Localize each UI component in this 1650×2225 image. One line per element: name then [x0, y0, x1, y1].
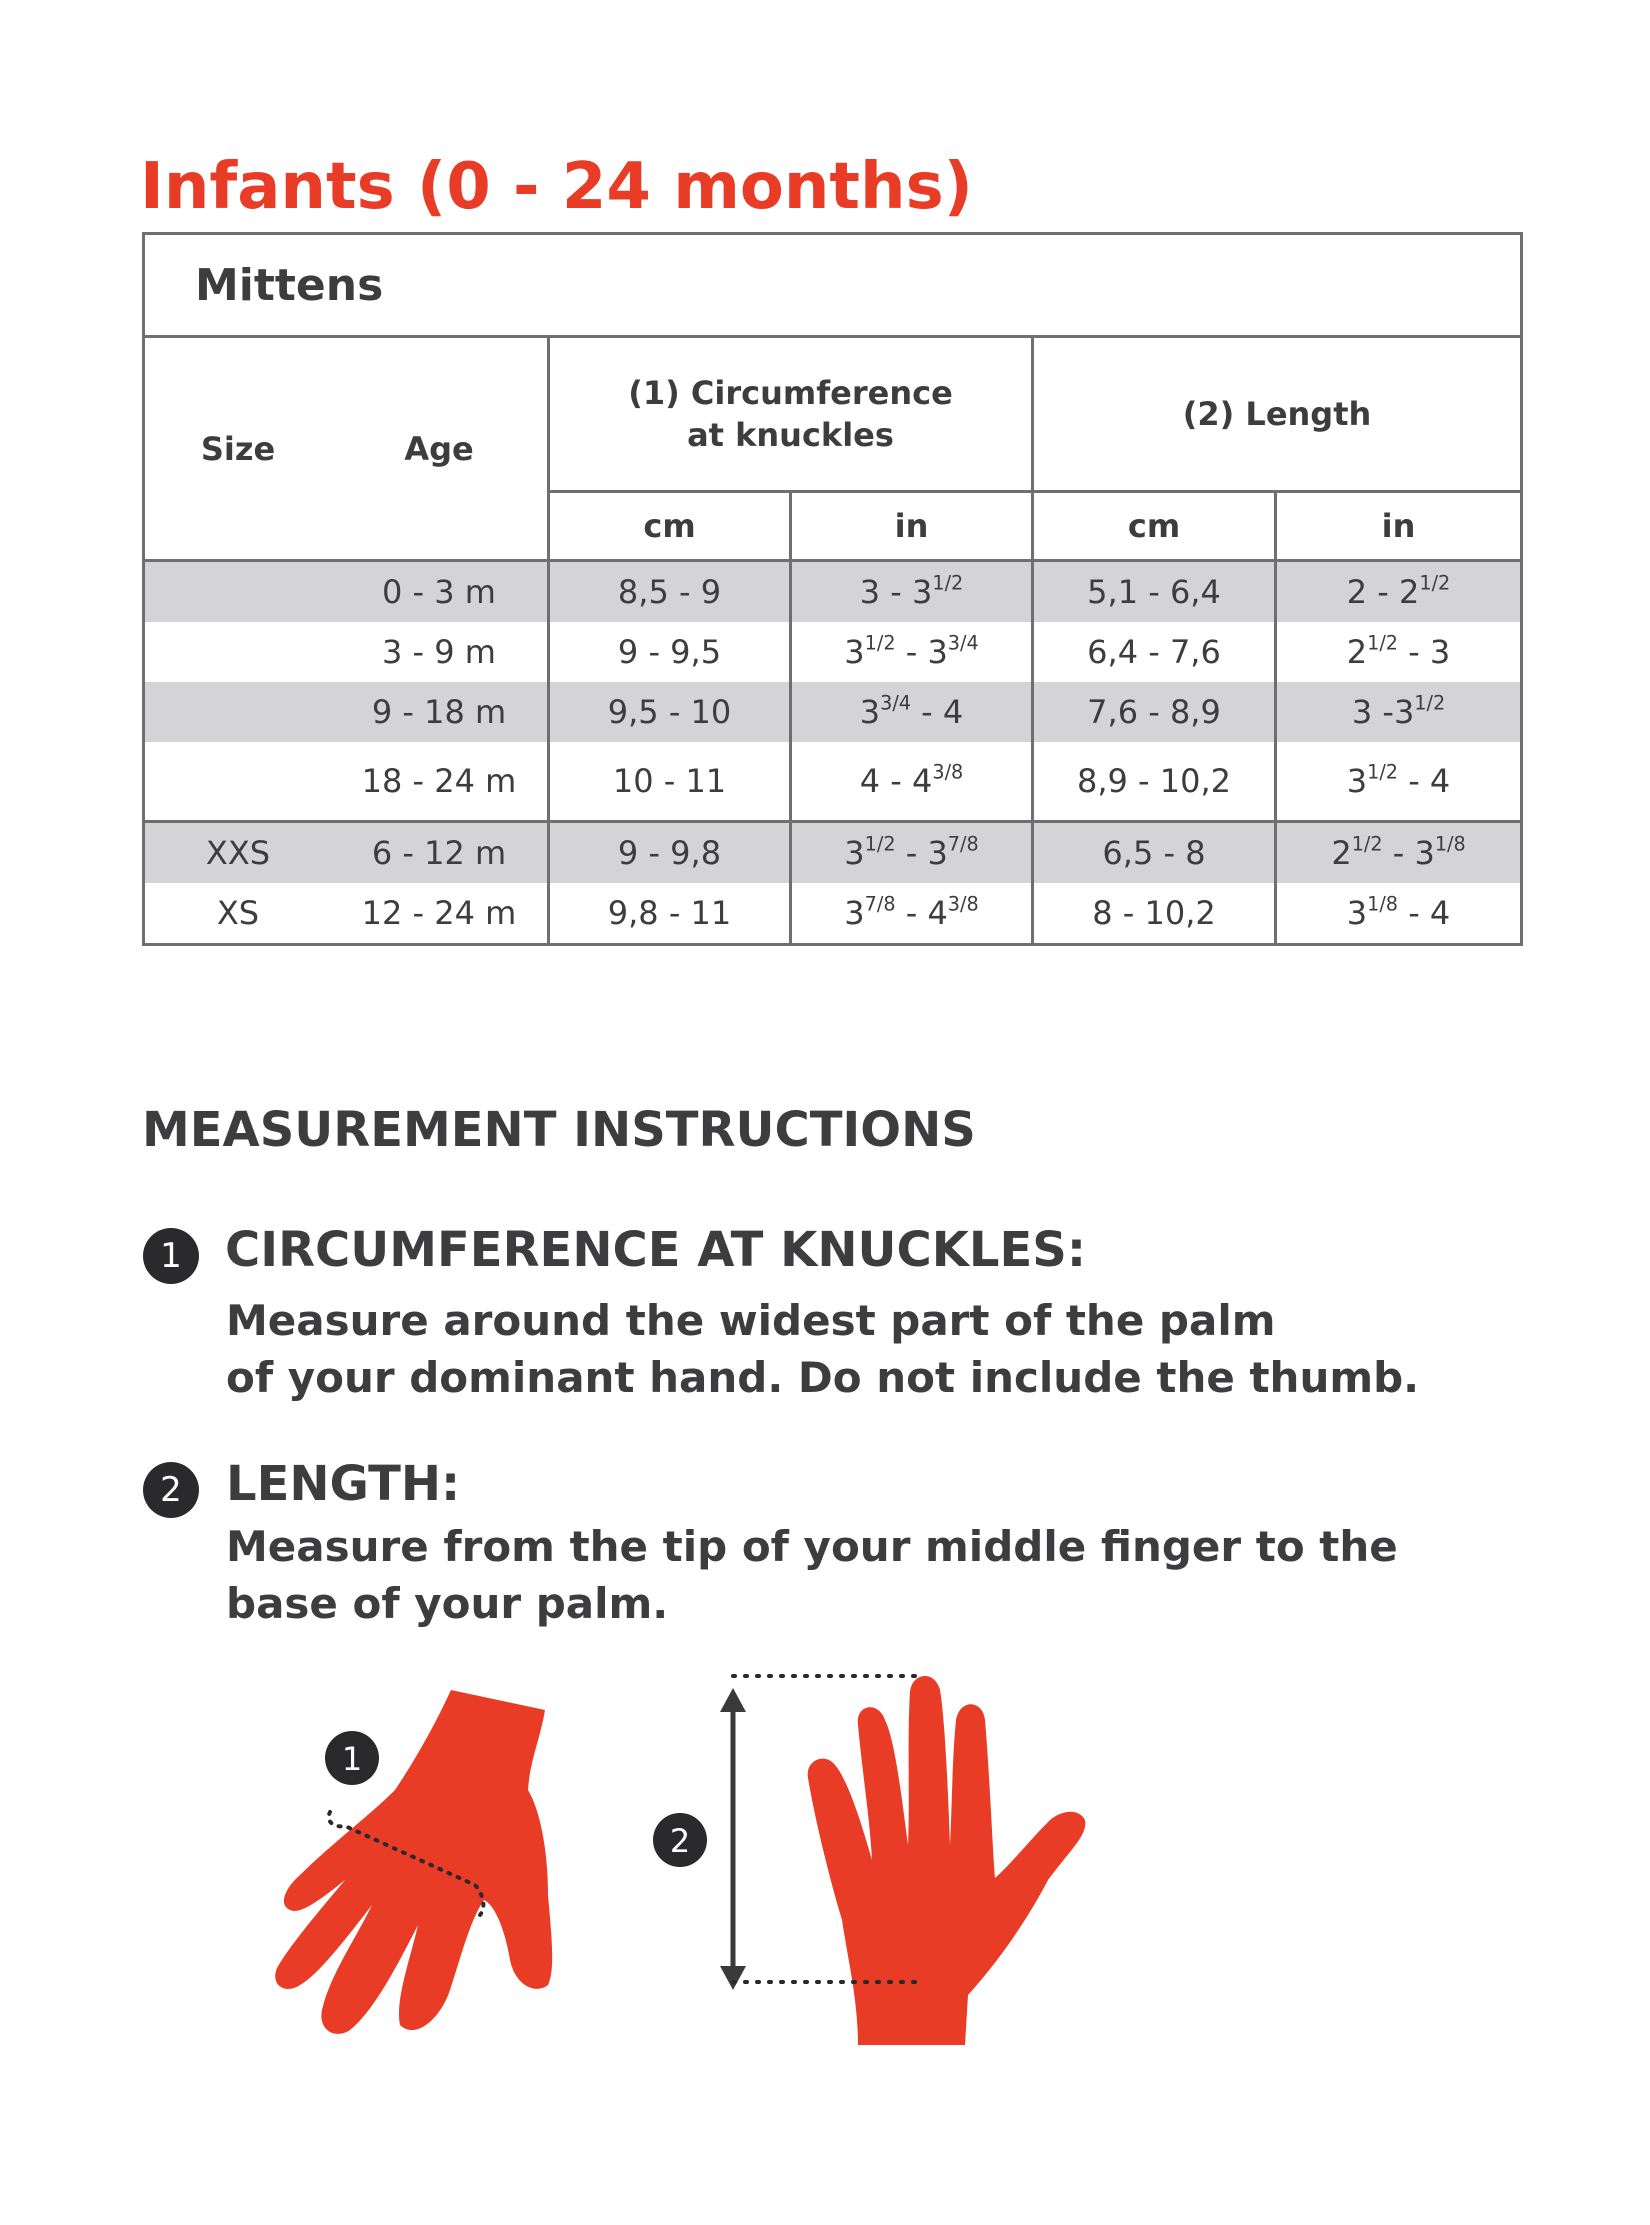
in-value-part: - 3	[895, 633, 948, 671]
age-header: Age	[404, 429, 474, 468]
len-cm-cell: 6,4 - 7,6	[1033, 622, 1276, 682]
instructions-heading: MEASUREMENT INSTRUCTIONS	[142, 1102, 976, 1158]
in-value-part: - 4	[911, 693, 964, 731]
len-cm-cell: 6,5 - 8	[1033, 822, 1276, 884]
in-value-part: 3	[844, 894, 865, 932]
age-cell: 6 - 12 m	[371, 834, 507, 872]
step-2-line-1: Measure from the tip of your middle finger to the	[226, 1522, 1398, 1571]
circ-cm-cell: 9,8 - 11	[549, 883, 791, 945]
length-arrow-up-icon	[720, 1688, 746, 1712]
circ-cm-cell: 9 - 9,5	[549, 622, 791, 682]
step-1-badge: 1	[143, 1228, 199, 1284]
len-cm-header: cm	[1033, 492, 1276, 561]
circ-cm-cell: 10 - 11	[549, 742, 791, 822]
in-value-part: - 4	[1398, 762, 1451, 800]
in-value-part: 1/2	[1367, 760, 1399, 784]
marker-1-icon	[325, 1731, 379, 1785]
marker-2-label: 2	[669, 1822, 691, 1860]
len-cm-cell: 5,1 - 6,4	[1033, 561, 1276, 623]
in-value-part: 3	[1346, 762, 1368, 800]
in-value-part: - 4	[1398, 894, 1451, 932]
in-value-part: 1/2	[864, 832, 896, 856]
in-value-part: 1/2	[932, 571, 964, 595]
in-value-part: 3/4	[947, 631, 979, 655]
len-cm-cell: 8 - 10,2	[1033, 883, 1276, 945]
age-cell: 12 - 24 m	[361, 894, 517, 932]
in-value-part: 1/2	[864, 631, 896, 655]
in-value-part: 2 - 2	[1346, 573, 1420, 611]
step-2-line-2: base of your palm.	[226, 1579, 669, 1628]
section-title: Mittens	[144, 234, 1522, 337]
circumference-header-line1: (1) Circumference	[628, 374, 953, 412]
size-cell: XXS	[205, 834, 271, 872]
circ-cm-cell: 9 - 9,8	[549, 822, 791, 884]
in-value-part: 4 - 4	[859, 762, 933, 800]
length-header: (2) Length	[1033, 337, 1522, 492]
age-cell: 3 - 9 m	[382, 633, 496, 671]
size-cell: XS	[216, 894, 260, 932]
circ-in-header: in	[791, 492, 1033, 561]
length-arrow-down-icon	[720, 1966, 746, 1990]
size-header: Size	[200, 429, 276, 468]
in-value-part: 1/8	[1434, 832, 1466, 856]
in-value-part: 1/2	[1419, 571, 1451, 595]
in-value-part: 3/4	[880, 691, 911, 715]
in-value-part: 1/2	[1414, 691, 1446, 715]
len-cm-cell: 8,9 - 10,2	[1033, 742, 1276, 822]
in-value-part: - 4	[895, 894, 948, 932]
in-value-part: 3	[1346, 894, 1368, 932]
marker-2-icon	[653, 1813, 707, 1867]
in-value-part: 2	[1346, 633, 1368, 671]
marker-1-label: 1	[341, 1740, 363, 1778]
circ-cm-header: cm	[549, 492, 791, 561]
page-title: Infants (0 - 24 months)	[140, 150, 973, 224]
in-value-part: 7/8	[864, 892, 896, 916]
circumference-header-line2: at knuckles	[687, 416, 894, 454]
in-value-part: 3	[859, 693, 881, 731]
len-in-header: in	[1276, 492, 1522, 561]
in-value-part: 2	[1331, 834, 1352, 872]
age-cell: 18 - 24 m	[361, 762, 517, 800]
in-value-part: - 3	[1382, 834, 1435, 872]
step-1-title: CIRCUMFERENCE AT KNUCKLES:	[225, 1222, 1087, 1278]
in-value-part: 3 -3	[1351, 693, 1415, 731]
in-value-part: 1/2	[1351, 832, 1383, 856]
in-value-part: - 3	[1398, 633, 1451, 671]
in-value-part: - 3	[895, 834, 948, 872]
hand-circumference-icon	[275, 1690, 552, 2034]
in-value-part: 3 - 3	[859, 573, 933, 611]
in-value-part: 7/8	[947, 832, 979, 856]
step-2-title: LENGTH:	[226, 1456, 461, 1512]
in-value-part: 1/8	[1367, 892, 1399, 916]
len-cm-cell: 7,6 - 8,9	[1033, 682, 1276, 742]
step-1-line-1: Measure around the widest part of the palm	[226, 1296, 1276, 1345]
hand-length-icon	[808, 1676, 1086, 2045]
circ-cm-cell: 8,5 - 9	[549, 561, 791, 623]
in-value-part: 3	[844, 834, 865, 872]
step-2-badge: 2	[143, 1462, 199, 1518]
in-value-part: 1/2	[1367, 631, 1399, 655]
circ-cm-cell: 9,5 - 10	[549, 682, 791, 742]
age-cell: 9 - 18 m	[371, 693, 507, 731]
age-cell: 0 - 3 m	[382, 573, 496, 611]
step-1-line-2: of your dominant hand. Do not include the thumb.	[226, 1353, 1420, 1402]
in-value-part: 3/8	[932, 760, 964, 784]
in-value-part: 3/8	[947, 892, 979, 916]
in-value-part: 3	[844, 633, 865, 671]
